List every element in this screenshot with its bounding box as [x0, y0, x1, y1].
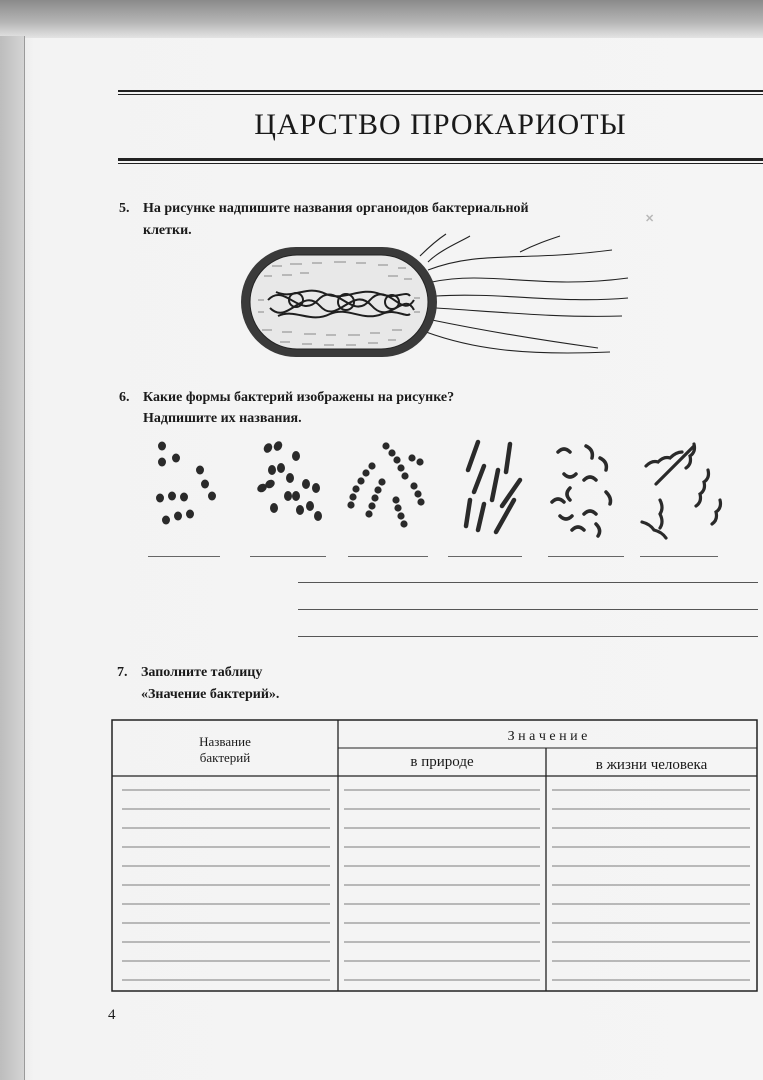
table-header-name-line2: бактерий: [199, 750, 251, 765]
bleed-through-mark: ✕: [645, 213, 655, 225]
table-header-in-human-life: в жизни человека: [595, 757, 708, 773]
question-number: 7.: [117, 665, 128, 680]
table-header-name-line1: Название: [199, 734, 251, 749]
table-header-in-nature: в природе: [410, 754, 474, 770]
page-title: ЦАРСТВО ПРОКАРИОТЫ: [254, 108, 627, 141]
question-text-line1: На рисунке надпишите названия органоидов бактериальной: [143, 201, 529, 216]
table-header-significance: З н а ч е н и е: [507, 729, 588, 744]
question-text-line2: Надпишите их названия.: [143, 411, 302, 426]
question-text-line2: клетки.: [143, 223, 192, 238]
question-number: 6.: [119, 390, 130, 405]
question-text-line1: Какие формы бактерий изображены на рисунке?: [143, 390, 455, 405]
question-number: 5.: [119, 201, 130, 216]
question-text-line2: «Значение бактерий».: [141, 687, 280, 702]
table-header-name: [112, 734, 338, 766]
page-number: 4: [108, 1007, 116, 1023]
question-text-line1: Заполните таблицу: [141, 665, 263, 680]
